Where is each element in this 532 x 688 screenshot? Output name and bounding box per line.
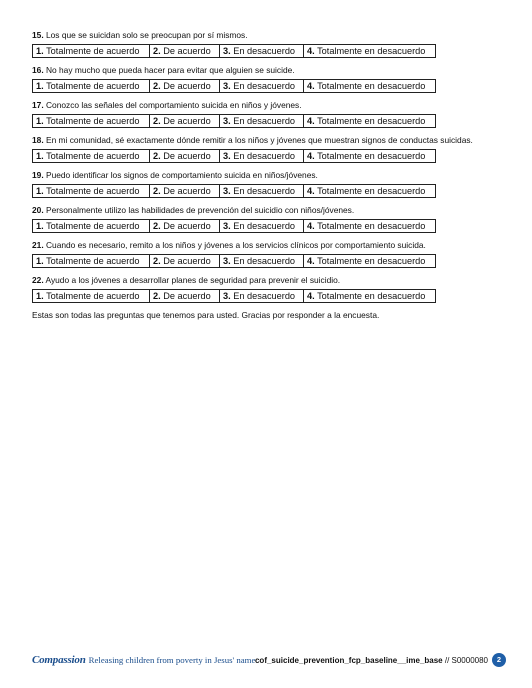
question-number: 15. [32, 30, 44, 40]
option-label: Totalmente en desacuerdo [317, 291, 426, 301]
answer-option[interactable] [150, 290, 220, 303]
question-text [32, 100, 436, 111]
question-number: 17. [32, 100, 44, 110]
option-label: De acuerdo [163, 116, 211, 126]
answer-option[interactable] [220, 255, 304, 268]
document-name: cof_suicide_prevention_fcp_baseline__ime_base [254, 656, 443, 665]
document-id [255, 656, 488, 665]
question-number: 21. [32, 240, 44, 250]
answer-option[interactable] [33, 150, 150, 163]
option-label: De acuerdo [163, 151, 211, 161]
option-number: 3. [223, 116, 231, 126]
answer-options-row [32, 184, 436, 198]
page-footer [32, 652, 506, 672]
question-number: 20. [32, 205, 44, 215]
option-number: 3. [223, 256, 231, 266]
option-label: Totalmente de acuerdo [46, 151, 140, 161]
option-label: Totalmente en desacuerdo [317, 186, 426, 196]
answer-option[interactable] [150, 80, 220, 93]
question-text [32, 205, 436, 216]
option-label: De acuerdo [163, 81, 211, 91]
answer-option[interactable] [33, 290, 150, 303]
question-text [32, 30, 436, 41]
answer-option[interactable] [150, 150, 220, 163]
option-number: 4. [307, 291, 315, 301]
question-label: En mi comunidad, sé exactamente dónde remitir a los niños y jóvenes que muestran signos de conductas suicidas. [45, 135, 473, 145]
option-number: 2. [153, 291, 161, 301]
answer-option[interactable] [33, 185, 150, 198]
option-label: Totalmente en desacuerdo [317, 116, 426, 126]
question-number: 19. [32, 170, 44, 180]
question-number: 16. [32, 65, 44, 75]
option-label: En desacuerdo [233, 46, 296, 56]
option-number: 2. [153, 221, 161, 231]
answer-option[interactable] [33, 220, 150, 233]
option-number: 3. [223, 81, 231, 91]
option-number: 1. [36, 186, 44, 196]
option-number: 2. [153, 81, 161, 91]
option-number: 4. [307, 186, 315, 196]
option-number: 1. [36, 291, 44, 301]
survey-page [32, 30, 473, 321]
option-label: Totalmente de acuerdo [46, 46, 140, 56]
question-label: Los que se suicidan solo se preocupan por sí mismos. [45, 30, 248, 40]
option-label: De acuerdo [163, 46, 211, 56]
answer-options-row [32, 79, 436, 93]
answer-option[interactable] [220, 185, 304, 198]
option-number: 1. [36, 46, 44, 56]
answer-option[interactable] [220, 220, 304, 233]
option-number: 1. [36, 151, 44, 161]
page-number-badge: 2 [492, 653, 506, 667]
question-label: Puedo identificar los signos de comportamiento suicida en niños/jóvenes. [45, 170, 318, 180]
answer-options-row [32, 254, 436, 268]
option-number: 1. [36, 116, 44, 126]
question-label: Conozco las señales del comportamiento suicida en niños y jóvenes. [45, 100, 302, 110]
answer-option[interactable] [304, 115, 436, 128]
option-number: 3. [223, 46, 231, 56]
option-label: De acuerdo [163, 291, 211, 301]
option-number: 3. [223, 291, 231, 301]
option-number: 2. [153, 46, 161, 56]
answer-options-row [32, 114, 436, 128]
option-number: 2. [153, 116, 161, 126]
option-number: 4. [307, 221, 315, 231]
option-number: 4. [307, 81, 315, 91]
option-label: De acuerdo [163, 186, 211, 196]
question-label: Personalmente utilizo las habilidades de prevención del suicidio con niños/jóvenes. [45, 205, 355, 215]
option-number: 4. [307, 151, 315, 161]
option-label: Totalmente de acuerdo [46, 116, 140, 126]
option-label: En desacuerdo [233, 151, 296, 161]
option-label: De acuerdo [163, 221, 211, 231]
option-number: 3. [223, 151, 231, 161]
logo-tagline: Releasing children from poverty in Jesus' name [88, 655, 256, 665]
option-label: Totalmente de acuerdo [46, 81, 140, 91]
answer-option[interactable] [220, 150, 304, 163]
answer-option[interactable] [220, 115, 304, 128]
option-label: Totalmente en desacuerdo [317, 151, 426, 161]
option-number: 3. [223, 221, 231, 231]
question-text [32, 170, 436, 181]
answer-option[interactable] [33, 255, 150, 268]
option-label: En desacuerdo [233, 221, 296, 231]
answer-option[interactable] [150, 45, 220, 58]
answer-option[interactable] [304, 150, 436, 163]
option-label: Totalmente de acuerdo [46, 291, 140, 301]
answer-option[interactable] [304, 80, 436, 93]
option-number: 4. [307, 116, 315, 126]
question-label: No hay mucho que pueda hacer para evitar que alguien se suicide. [45, 65, 295, 75]
answer-option[interactable] [220, 45, 304, 58]
question-text [32, 275, 436, 286]
document-code: // S0000080 [442, 656, 488, 665]
answer-option[interactable] [33, 115, 150, 128]
answer-option[interactable] [304, 290, 436, 303]
option-number: 1. [36, 256, 44, 266]
option-number: 2. [153, 256, 161, 266]
answer-option[interactable] [150, 255, 220, 268]
answer-options-row [32, 44, 436, 58]
option-label: Totalmente en desacuerdo [317, 221, 426, 231]
answer-options-row [32, 219, 436, 233]
answer-option[interactable] [304, 45, 436, 58]
option-label: Totalmente de acuerdo [46, 186, 140, 196]
option-label: En desacuerdo [233, 186, 296, 196]
question-number: 22. [32, 275, 44, 285]
option-label: Totalmente de acuerdo [46, 221, 140, 231]
answer-option[interactable] [304, 255, 436, 268]
question-label: Cuando es necesario, remito a los niños y jóvenes a los servicios clínicos por comportamiento suicida. [45, 240, 426, 250]
option-label: De acuerdo [163, 256, 211, 266]
answer-option[interactable] [33, 80, 150, 93]
option-number: 2. [153, 186, 161, 196]
option-number: 4. [307, 256, 315, 266]
option-number: 4. [307, 46, 315, 56]
answer-option[interactable] [220, 290, 304, 303]
answer-options-row [32, 289, 436, 303]
option-label: En desacuerdo [233, 116, 296, 126]
answer-option[interactable] [304, 220, 436, 233]
question-number: 18. [32, 135, 44, 145]
question-label: Ayudo a los jóvenes a desarrollar planes de seguridad para prevenir el suicidio. [45, 275, 341, 285]
compassion-logo [32, 654, 255, 666]
answer-option[interactable] [150, 115, 220, 128]
closing-text: Estas son todas las preguntas que tenemos para usted. Gracias por responder a la encuesta. [32, 310, 380, 320]
option-label: En desacuerdo [233, 81, 296, 91]
question-text [32, 240, 436, 251]
option-label: En desacuerdo [233, 256, 296, 266]
option-label: En desacuerdo [233, 291, 296, 301]
logo-wordmark: Compassion [32, 654, 86, 666]
option-number: 1. [36, 81, 44, 91]
option-number: 3. [223, 186, 231, 196]
option-number: 1. [36, 221, 44, 231]
option-label: Totalmente en desacuerdo [317, 46, 426, 56]
answer-option[interactable] [304, 185, 436, 198]
option-label: Totalmente de acuerdo [46, 256, 140, 266]
question-text [32, 135, 473, 146]
answer-options-row [32, 149, 436, 163]
answer-option[interactable] [150, 185, 220, 198]
question-list [32, 30, 473, 303]
answer-option[interactable] [220, 80, 304, 93]
question-text [32, 65, 436, 76]
answer-option[interactable] [150, 220, 220, 233]
option-number: 2. [153, 151, 161, 161]
option-label: Totalmente en desacuerdo [317, 256, 426, 266]
option-label: Totalmente en desacuerdo [317, 81, 426, 91]
answer-option[interactable] [33, 45, 150, 58]
